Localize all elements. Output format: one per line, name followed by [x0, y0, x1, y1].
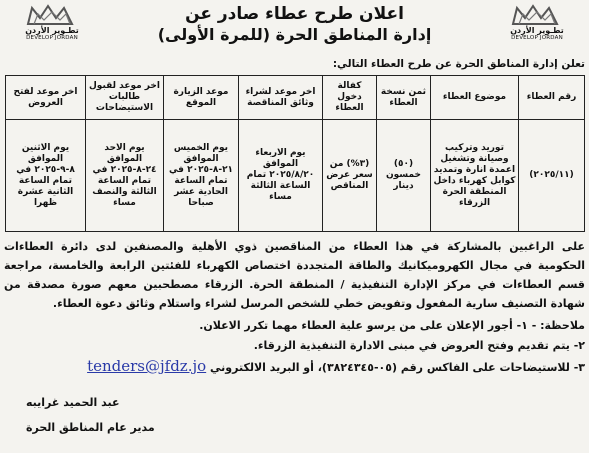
tender-subject-cell: توريد وتركيب وصيانة وتشغيل اعمدة انارة وتمديد كوابل كهرباء داخل المنطقة الحرة الزرقاء — [431, 120, 519, 232]
logo-english-text: DEVELOP JORDAN — [26, 35, 78, 41]
note-3 — [4, 356, 585, 378]
document-price-cell: (٥٠) خمسون دينار — [377, 120, 431, 232]
table-header-row — [6, 76, 585, 120]
contact-email-link[interactable]: tenders@jfdz.jo — [87, 357, 207, 375]
logo-arabic-text: تطـوير الأردن — [25, 26, 79, 35]
header-cell: موعد الزيارة الموقع — [164, 76, 239, 120]
purchase-deadline-cell: يوم الاربعاء الموافق ٢٠٢٥/٨/٢٠ تمام الساعة الثالثة مساء — [239, 120, 323, 232]
header-cell: اخر موعد لفتح العروض — [6, 76, 86, 120]
signatory-title: مدير عام المناطق الحرة — [26, 421, 155, 434]
header-cell: كفالة دخول العطاء — [323, 76, 377, 120]
announcement-title — [110, 4, 479, 45]
crown-icon — [507, 4, 567, 26]
title-line-2: إدارة المناطق الحرة (للمرة الأولى) — [157, 25, 432, 44]
header-cell: ثمن نسخة العطاء — [377, 76, 431, 120]
logo-arabic-text: تطـوير الأردن — [510, 26, 564, 35]
site-visit-cell: يوم الخميس الموافق ٢١-٨-٢٠٢٥ في تمام الساعة الحادية عشر صباحا — [164, 120, 239, 232]
header-cell: موضوع العطاء — [431, 76, 519, 120]
clarification-deadline-cell: يوم الاحد الموافق ٢٤-٨-٢٠٢٥ في تمام الساعة الثالثة والنصف مساء — [86, 120, 164, 232]
header-cell: اخر موعد لقبول طالبات الاستيضاحات — [86, 76, 164, 120]
tender-table — [5, 75, 585, 232]
note-3-text: ٣- للاستيضاحات على الفاكس رقم (٠٥-٣٨٢٤٣٤٥)، أو البريد الالكتروني — [210, 361, 585, 374]
note-2: ٢- يتم تقديم وفتح العروض في مبنى الادارة التنفيذية الزرقاء. — [253, 339, 585, 352]
header-cell: رقم العطاء — [519, 76, 585, 120]
tender-number-cell: (٢٠٢٥/١١) — [519, 120, 585, 232]
signature-block — [4, 390, 585, 440]
note-1: ملاحظة: - ١- أجور الإعلان على من يرسو علية العطاء مهما تكرر الاعلان. — [199, 319, 585, 332]
develop-jordan-logo-left — [6, 4, 98, 48]
notes-section — [4, 316, 585, 378]
intro-text: تعلن إدارة المناطق الحرة عن طرح العطاء التالي: — [332, 58, 585, 70]
table-row — [6, 120, 585, 232]
develop-jordan-logo-right — [491, 4, 583, 48]
requirements-paragraph: على الراغبين بالمشاركة في هذا العطاء من المناقصين ذوي الأهلية والمصنفين لدى دائرة العطاءات الحكومية في مجال الكهروميكانيك والطاقة المتجددة اختصاص الكهرباء للفئتين الرابعة والخامسة، مراجعة قسم العطاءات في مركز الإدارة التنفيذية / المنطقة الحرة. الزرقاء مصطحبين معهم صورة مصدقة من شهادة التصنيف سارية المفعول وتفويض خطي للشخص المرسل لشراء واستلام وثائق دعوة العطاء. — [4, 240, 585, 310]
logo-english-text: DEVELOP JORDAN — [511, 35, 563, 41]
header-cell: اخر موعد لشراء وثائق المناقصة — [239, 76, 323, 120]
signatory-name: عبد الحميد غرايبه — [26, 396, 120, 409]
entry-bond-cell: (٣%) من سعر عرض المناقص — [323, 120, 377, 232]
title-line-1: اعلان طرح عطاء صادر عن — [185, 4, 404, 24]
crown-icon — [22, 4, 82, 26]
bid-opening-cell: يوم الاثنين الموافق ٨-٩-٢٠٢٥ في تمام الساعة الثانية عشرة ظهرا — [6, 120, 86, 232]
